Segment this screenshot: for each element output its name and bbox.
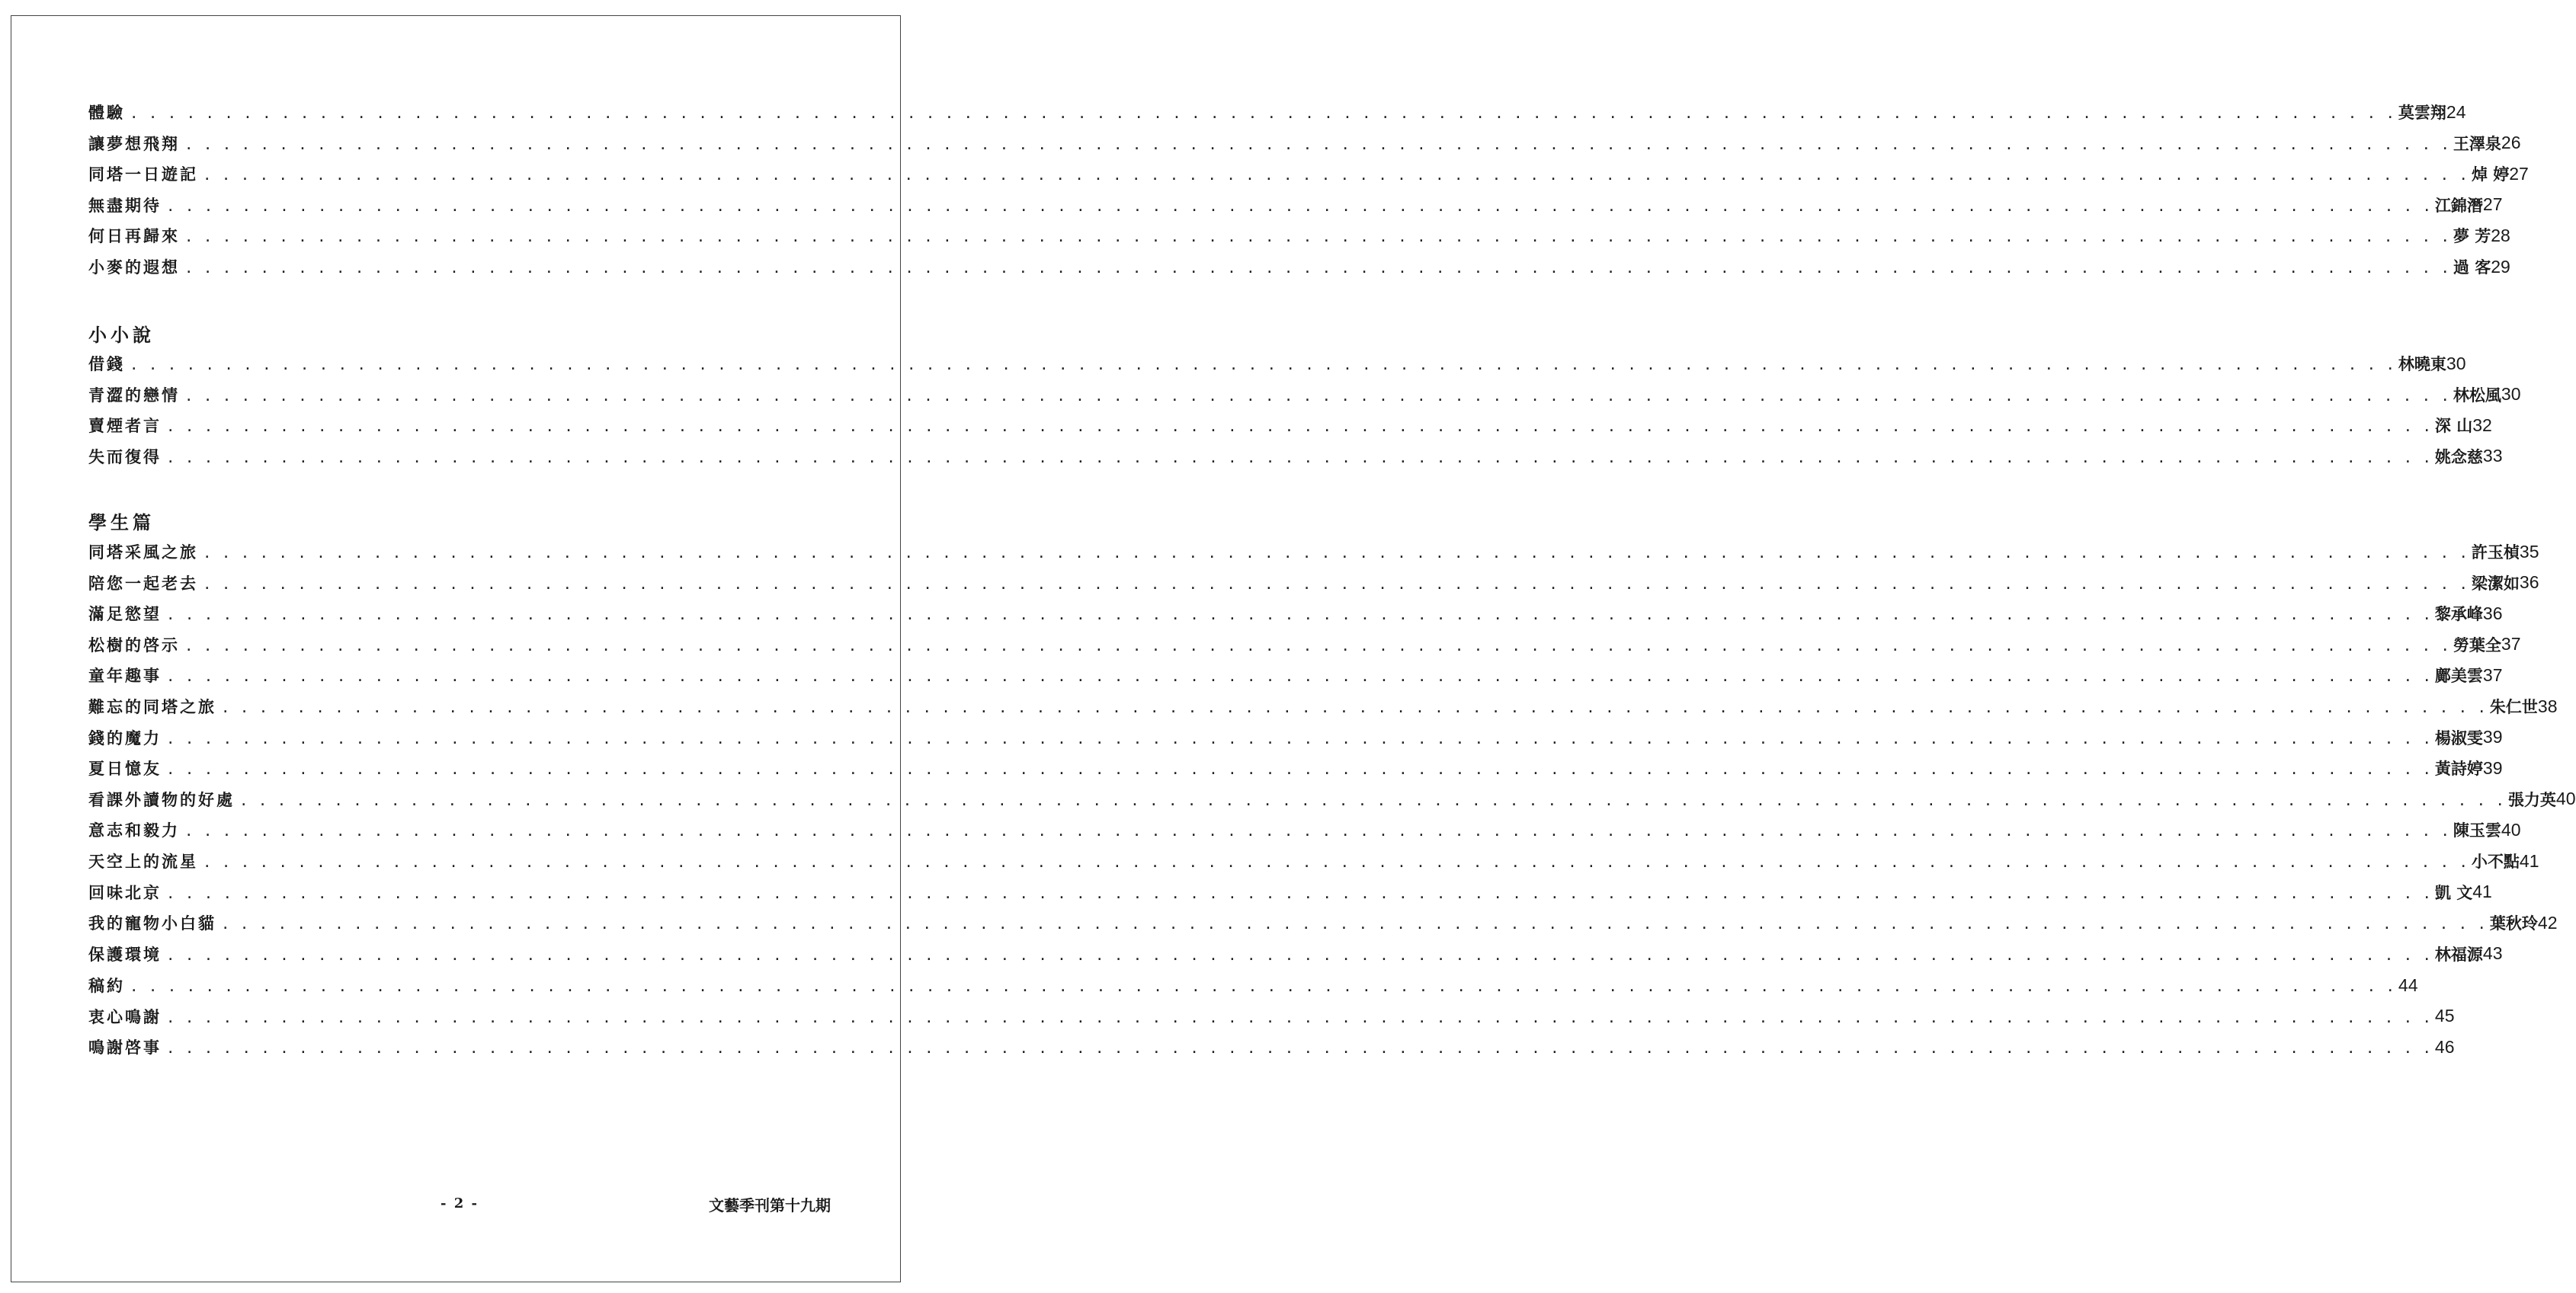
toc-entry-title: 衷心鳴謝	[88, 1007, 162, 1026]
toc-leader-dots: . . . . . . . . . . . . . . . . . . . . . . . . . . . . . . . . . . . . . . . . . . . . . . . . . . . . . . . . . . . . . . . . . . . . . . . . . . . . . . . . . . . . . . . . . . . . . . . . . . . . . . . . . . . . . . . . . . . . . . . .	[166, 1009, 2432, 1026]
toc-entry	[88, 629, 2521, 660]
toc-leader-dots: . . . . . . . . . . . . . . . . . . . . . . . . . . . . . . . . . . . . . . . . . . . . . . . . . . . . . . . . . . . . . . . . . . . . . . . . . . . . . . . . . . . . . . . . . . . . . . . . . . . . . . . . . . . . . . . . . . . . . . . .	[166, 197, 2432, 215]
toc-entry-title: 天空上的流星	[88, 852, 198, 871]
toc-entry-page: 38	[2537, 696, 2558, 716]
toc-entry-title: 回味北京	[88, 882, 162, 902]
toc-leader-dots: . . . . . . . . . . . . . . . . . . . . . . . . . . . . . . . . . . . . . . . . . . . . . . . . . . . . . . . . . . . . . . . . . . . . . . . . . . . . . . . . . . . . . . . . . . . . . . . . . . . . . . . . . . . . . . . . . . . . . . . .	[166, 418, 2432, 436]
toc-entry-title: 陪您一起老去	[88, 573, 198, 593]
toc-leader-dots: . . . . . . . . . . . . . . . . . . . . . . . . . . . . . . . . . . . . . . . . . . . . . . . . . . . . . . . . . . . . . . . . . . . . . . . . . . . . . . . . . . . . . . . . . . . . . . . . . . . . . . . . . . . . . . . . . . . . . . . .	[184, 637, 2450, 655]
toc-leader-dots: . . . . . . . . . . . . . . . . . . . . . . . . . . . . . . . . . . . . . . . . . . . . . . . . . . . . . . . . . . . . . . . . . . . . . . . . . . . . . . . . . . . . . . . . . . . . . . . . . . . . . . . . . . . . . . . . . . . . . . . .	[130, 105, 2395, 122]
toc-entry-title: 小麥的遐想	[88, 258, 180, 277]
toc-entry-page: 30	[2501, 384, 2521, 405]
toc-entry-page: 27	[2482, 194, 2503, 215]
toc-entry-title: 讓夢想飛翔	[88, 133, 180, 153]
section-heading-student: 學生篇	[88, 511, 155, 533]
toc-entry-page: 39	[2482, 757, 2503, 778]
toc-entry-author: 小不點	[2471, 852, 2520, 871]
toc-entry	[88, 441, 2503, 472]
toc-entry-page: 28	[2491, 225, 2510, 245]
toc-entry-title: 同塔一日遊記	[88, 165, 198, 184]
toc-leader-dots: . . . . . . . . . . . . . . . . . . . . . . . . . . . . . . . . . . . . . . . . . . . . . . . . . . . . . . . . . . . . . . . . . . . . . . . . . . . . . . . . . . . . . . . . . . . . . . . . . . . . . . . . . . . . . . . . . . . . . . . .	[221, 916, 2487, 933]
toc-entry-title: 難忘的同塔之旅	[88, 697, 216, 716]
toc-entry-page: 40	[2501, 819, 2521, 840]
toc-entry-author: 黃詩婷	[2434, 759, 2483, 779]
toc-entry-title: 滿足慾望	[88, 604, 162, 624]
toc-entry	[88, 784, 2576, 815]
toc-entry-author: 林福源	[2434, 944, 2483, 964]
toc-entry	[88, 846, 2539, 876]
toc-leader-dots: . . . . . . . . . . . . . . . . . . . . . . . . . . . . . . . . . . . . . . . . . . . . . . . . . . . . . . . . . . . . . . . . . . . . . . . . . . . . . . . . . . . . . . . . . . . . . . . . . . . . . . . . . . . . . . . . . . . . . . . .	[166, 1040, 2432, 1058]
toc-entry	[88, 410, 2492, 440]
toc-entry-title: 看課外讀物的好處	[88, 789, 235, 809]
toc-entry-author: 楊淑雯	[2434, 728, 2483, 747]
toc-entry-author: 朱仁世	[2489, 697, 2538, 716]
toc-entry-page: 27	[2509, 163, 2529, 184]
toc-leader-dots: . . . . . . . . . . . . . . . . . . . . . . . . . . . . . . . . . . . . . . . . . . . . . . . . . . . . . . . . . . . . . . . . . . . . . . . . . . . . . . . . . . . . . . . . . . . . . . . . . . . . . . . . . . . . . . . . . . . . . . . .	[166, 885, 2432, 902]
toc-entry-author: 深 山	[2434, 416, 2473, 436]
toc-entry-page: 26	[2501, 133, 2521, 153]
toc-entry	[88, 568, 2539, 598]
toc-entry	[88, 939, 2503, 969]
toc-entry	[88, 97, 2466, 127]
toc-leader-dots: . . . . . . . . . . . . . . . . . . . . . . . . . . . . . . . . . . . . . . . . . . . . . . . . . . . . . . . . . . . . . . . . . . . . . . . . . . . . . . . . . . . . . . . . . . . . . . . . . . . . . . . . . . . . . . . . . . . . . . . .	[203, 854, 2469, 871]
toc-entry-title: 何日再歸來	[88, 226, 180, 246]
section-heading-fiction: 小小說	[88, 324, 155, 346]
toc-entry-author: 莫雲翔	[2398, 103, 2446, 122]
toc-leader-dots: . . . . . . . . . . . . . . . . . . . . . . . . . . . . . . . . . . . . . . . . . . . . . . . . . . . . . . . . . . . . . . . . . . . . . . . . . . . . . . . . . . . . . . . . . . . . . . . . . . . . . . . . . . . . . . . . . . . . . . . .	[203, 545, 2469, 562]
toc-entry-author: 焯 婷	[2471, 165, 2510, 184]
toc-entry-author: 梁潔如	[2471, 573, 2520, 593]
toc-entry	[88, 753, 2503, 783]
toc-entry	[88, 1001, 2455, 1032]
toc-entry-author: 過 客	[2453, 258, 2491, 277]
toc-entry-author: 凱 文	[2434, 882, 2473, 902]
toc-leader-dots: . . . . . . . . . . . . . . . . . . . . . . . . . . . . . . . . . . . . . . . . . . . . . . . . . . . . . . . . . . . . . . . . . . . . . . . . . . . . . . . . . . . . . . . . . . . . . . . . . . . . . . . . . . . . . . . . . . . . . . . .	[166, 606, 2432, 624]
toc-leader-dots: . . . . . . . . . . . . . . . . . . . . . . . . . . . . . . . . . . . . . . . . . . . . . . . . . . . . . . . . . . . . . . . . . . . . . . . . . . . . . . . . . . . . . . . . . . . . . . . . . . . . . . . . . . . . . . . . . . . . . . . .	[184, 387, 2450, 405]
footer-page-number: - 2 -	[441, 1195, 479, 1211]
toc-leader-dots: . . . . . . . . . . . . . . . . . . . . . . . . . . . . . . . . . . . . . . . . . . . . . . . . . . . . . . . . . . . . . . . . . . . . . . . . . . . . . . . . . . . . . . . . . . . . . . . . . . . . . . . . . . . . . . . . . . . . . . . .	[166, 668, 2432, 686]
toc-entry	[88, 536, 2539, 567]
toc-entry	[88, 220, 2510, 251]
toc-leader-dots: . . . . . . . . . . . . . . . . . . . . . . . . . . . . . . . . . . . . . . . . . . . . . . . . . . . . . . . . . . . . . . . . . . . . . . . . . . . . . . . . . . . . . . . . . . . . . . . . . . . . . . . . . . . . . . . . . . . . . . . .	[166, 730, 2432, 747]
toc-entry-author: 勞葉全	[2453, 635, 2501, 655]
toc-entry-author: 江錦潛	[2434, 195, 2483, 215]
toc-entry-page: 44	[2398, 975, 2418, 995]
toc-entry-author: 林松風	[2453, 385, 2501, 405]
toc-entry	[88, 691, 2558, 722]
toc-entry-title: 借錢	[88, 354, 125, 373]
toc-entry-title: 賣煙者言	[88, 416, 162, 436]
toc-entry-author: 張力英	[2507, 789, 2556, 809]
toc-entry-title: 體驗	[88, 103, 125, 122]
toc-entry	[88, 660, 2503, 690]
toc-leader-dots: . . . . . . . . . . . . . . . . . . . . . . . . . . . . . . . . . . . . . . . . . . . . . . . . . . . . . . . . . . . . . . . . . . . . . . . . . . . . . . . . . . . . . . . . . . . . . . . . . . . . . . . . . . . . . . . . . . . . . . . .	[184, 229, 2450, 246]
toc-entry-page: 39	[2482, 727, 2503, 747]
toc-entry-title: 意志和毅力	[88, 821, 180, 840]
toc-entry-author: 許玉楨	[2471, 542, 2520, 562]
toc-entry-author: 姚念慈	[2434, 446, 2483, 466]
footer-magazine-title: 文藝季刊第十九期	[709, 1196, 831, 1215]
toc-entry	[88, 598, 2503, 629]
toc-leader-dots: . . . . . . . . . . . . . . . . . . . . . . . . . . . . . . . . . . . . . . . . . . . . . . . . . . . . . . . . . . . . . . . . . . . . . . . . . . . . . . . . . . . . . . . . . . . . . . . . . . . . . . . . . . . . . . . . . . . . . . . .	[184, 136, 2450, 153]
toc-entry-title: 失而復得	[88, 446, 162, 466]
toc-entry	[88, 1032, 2455, 1062]
toc-entry-page: 36	[2519, 572, 2539, 593]
toc-entry-title: 鳴謝啓事	[88, 1038, 162, 1058]
toc-entry-title: 保護環境	[88, 944, 162, 964]
toc-entry-title: 童年趣事	[88, 666, 162, 686]
toc-entry-title: 夏日憶友	[88, 759, 162, 779]
toc-entry-page: 33	[2482, 446, 2503, 466]
toc-leader-dots: . . . . . . . . . . . . . . . . . . . . . . . . . . . . . . . . . . . . . . . . . . . . . . . . . . . . . . . . . . . . . . . . . . . . . . . . . . . . . . . . . . . . . . . . . . . . . . . . . . . . . . . . . . . . . . . . . . . . . . . .	[221, 699, 2487, 716]
toc-entry	[88, 158, 2529, 189]
toc-leader-dots: . . . . . . . . . . . . . . . . . . . . . . . . . . . . . . . . . . . . . . . . . . . . . . . . . . . . . . . . . . . . . . . . . . . . . . . . . . . . . . . . . . . . . . . . . . . . . . . . . . . . . . . . . . . . . . . . . . . . . . . .	[239, 792, 2505, 809]
toc-entry	[88, 722, 2503, 753]
toc-entry-page: 43	[2482, 943, 2503, 964]
toc-entry-title: 無盡期待	[88, 195, 162, 215]
toc-entry	[88, 348, 2466, 379]
toc-entry	[88, 815, 2521, 845]
toc-entry-title: 稿約	[88, 976, 125, 995]
toc-entry-page: 45	[2434, 1006, 2455, 1026]
toc-leader-dots: . . . . . . . . . . . . . . . . . . . . . . . . . . . . . . . . . . . . . . . . . . . . . . . . . . . . . . . . . . . . . . . . . . . . . . . . . . . . . . . . . . . . . . . . . . . . . . . . . . . . . . . . . . . . . . . . . . . . . . . .	[130, 978, 2395, 995]
toc-entry-page: 37	[2482, 664, 2503, 685]
toc-entry	[88, 970, 2418, 1000]
toc-entry	[88, 907, 2558, 938]
toc-entry-page: 32	[2472, 414, 2492, 435]
toc-entry-page: 42	[2537, 912, 2558, 933]
toc-entry-page: 29	[2491, 256, 2510, 277]
toc-leader-dots: . . . . . . . . . . . . . . . . . . . . . . . . . . . . . . . . . . . . . . . . . . . . . . . . . . . . . . . . . . . . . . . . . . . . . . . . . . . . . . . . . . . . . . . . . . . . . . . . . . . . . . . . . . . . . . . . . . . . . . . .	[184, 260, 2450, 277]
toc-entry-title: 青澀的戀情	[88, 385, 180, 405]
toc-entry-title: 同塔采風之旅	[88, 542, 198, 562]
toc-entry-author: 夢 芳	[2453, 226, 2491, 246]
toc-leader-dots: . . . . . . . . . . . . . . . . . . . . . . . . . . . . . . . . . . . . . . . . . . . . . . . . . . . . . . . . . . . . . . . . . . . . . . . . . . . . . . . . . . . . . . . . . . . . . . . . . . . . . . . . . . . . . . . . . . . . . . . .	[203, 167, 2469, 184]
toc-leader-dots: . . . . . . . . . . . . . . . . . . . . . . . . . . . . . . . . . . . . . . . . . . . . . . . . . . . . . . . . . . . . . . . . . . . . . . . . . . . . . . . . . . . . . . . . . . . . . . . . . . . . . . . . . . . . . . . . . . . . . . . .	[203, 575, 2469, 593]
toc-leader-dots: . . . . . . . . . . . . . . . . . . . . . . . . . . . . . . . . . . . . . . . . . . . . . . . . . . . . . . . . . . . . . . . . . . . . . . . . . . . . . . . . . . . . . . . . . . . . . . . . . . . . . . . . . . . . . . . . . . . . . . . .	[166, 449, 2432, 466]
toc-entry-page: 36	[2482, 603, 2503, 623]
toc-entry-author: 林曉東	[2398, 354, 2446, 373]
toc-entry-page: 41	[2519, 850, 2539, 871]
toc-entry-author: 鄺美雲	[2434, 666, 2483, 686]
toc-entry-author: 陳玉雲	[2453, 821, 2501, 840]
toc-entry	[88, 190, 2503, 220]
toc-entry-page: 37	[2501, 634, 2521, 655]
toc-entry-author: 王澤泉	[2453, 133, 2501, 153]
toc-entry-page: 24	[2446, 101, 2466, 122]
toc-leader-dots: . . . . . . . . . . . . . . . . . . . . . . . . . . . . . . . . . . . . . . . . . . . . . . . . . . . . . . . . . . . . . . . . . . . . . . . . . . . . . . . . . . . . . . . . . . . . . . . . . . . . . . . . . . . . . . . . . . . . . . . .	[130, 357, 2395, 373]
toc-entry	[88, 379, 2521, 410]
toc-entry-title: 錢的魔力	[88, 728, 162, 747]
toc-entry-page: 35	[2519, 541, 2539, 562]
toc-leader-dots: . . . . . . . . . . . . . . . . . . . . . . . . . . . . . . . . . . . . . . . . . . . . . . . . . . . . . . . . . . . . . . . . . . . . . . . . . . . . . . . . . . . . . . . . . . . . . . . . . . . . . . . . . . . . . . . . . . . . . . . .	[166, 946, 2432, 964]
toc-entry	[88, 251, 2510, 282]
toc-entry-page: 41	[2472, 882, 2492, 902]
toc-entry	[88, 128, 2521, 158]
toc-entry	[88, 877, 2492, 907]
toc-entry-author: 黎承峰	[2434, 604, 2483, 624]
toc-entry-title: 松樹的啓示	[88, 635, 180, 655]
toc-entry-title: 我的寵物小白貓	[88, 914, 216, 933]
toc-entry-author: 葉秋玲	[2489, 914, 2538, 933]
toc-leader-dots: . . . . . . . . . . . . . . . . . . . . . . . . . . . . . . . . . . . . . . . . . . . . . . . . . . . . . . . . . . . . . . . . . . . . . . . . . . . . . . . . . . . . . . . . . . . . . . . . . . . . . . . . . . . . . . . . . . . . . . . .	[166, 761, 2432, 779]
toc-entry-page: 30	[2446, 353, 2466, 373]
toc-entry-page: 40	[2555, 789, 2576, 809]
toc-entry-page: 46	[2434, 1036, 2455, 1057]
toc-leader-dots: . . . . . . . . . . . . . . . . . . . . . . . . . . . . . . . . . . . . . . . . . . . . . . . . . . . . . . . . . . . . . . . . . . . . . . . . . . . . . . . . . . . . . . . . . . . . . . . . . . . . . . . . . . . . . . . . . . . . . . . .	[184, 823, 2450, 840]
